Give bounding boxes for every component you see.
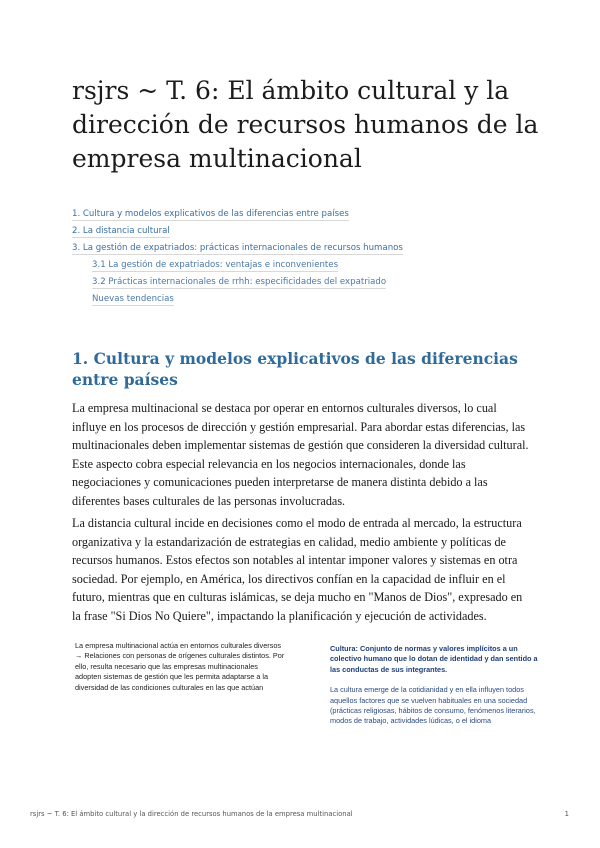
page-title: rsjrs ~ T. 6: El ámbito cultural y la dirección de recursos humanos de la empresa multinacional bbox=[72, 76, 539, 173]
note-image-right bbox=[330, 644, 540, 727]
toc-link-label: 3.2 Prácticas internacionales de rrhh: especificidades del expatriado bbox=[92, 277, 387, 287]
culture-explanation: La cultura emerge de la cotidianidad y en ella influyen todos aquellos factores que se vuelven habituales en una sociedad (prácticas religiosas, hábitos de consumo, fenómenos literarios, modos de trabajo, actividades lúdicas, o el idioma bbox=[330, 685, 536, 726]
toc-link-nuevas-tendencias[interactable] bbox=[72, 291, 542, 308]
note-left-text: La empresa multinacional actúa en entornos culturales diversos → Relaciones con personas de orígenes culturales distintos. Por ello, resulta necesario que las empresas multinacionales adopten sistemas de gestión que les permita adaptarse a la diversidad de las condiciones culturales en las que actúan bbox=[75, 641, 285, 692]
body-paragraph-2: La distancia cultural incide en decisiones como el modo de entrada al mercado, la estructura organizativa y la estandarización de estrategias en calidad, medio ambiente y políticas de recursos humanos. Estos efectos son notables al intentar imponer valores y sistemas en otra sociedad. Por ejemplo, en América, los directivos confían en la capacidad de influir en el futuro, mientras que en culturas islámicas, se deja mucho en "Manos de Dios", expresado en la frase "Si Dios No Quiere", impactando la planificación y ejecución de actividades. bbox=[72, 516, 523, 623]
toc-link-3-1[interactable] bbox=[72, 257, 542, 274]
toc-link-label: 3. La gestión de expatriados: prácticas internacionales de recursos humanos bbox=[72, 243, 403, 253]
toc-link-3-2[interactable] bbox=[72, 274, 542, 291]
table-of-contents bbox=[72, 206, 542, 308]
culture-definition: Cultura: Conjunto de normas y valores implícitos a un colectivo humano que lo dotan de identidad y dan sentido a las conductas de sus integrantes. bbox=[330, 644, 538, 674]
footer-title: rsjrs ~ T. 6: El ámbito cultural y la dirección de recursos humanos de la empresa multinacional bbox=[30, 810, 353, 818]
toc-link-label: Nuevas tendencias bbox=[92, 294, 174, 304]
toc-link-1[interactable] bbox=[72, 206, 542, 223]
body-paragraph-1: La empresa multinacional se destaca por operar en entornos culturales diversos, lo cual influye en los procesos de dirección y gestión empresarial. Para abordar estas diferencias, las multinacionales deben implementar sistemas de gestión que consideren la diversidad cultural. Este aspecto cobra especial relevancia en los negocios internacionales, donde las negociaciones y comunicaciones pueden interpretarse de manera distinta debido a las diferentes bases culturales de las personas involucradas. bbox=[72, 401, 529, 508]
note-image-left bbox=[75, 641, 285, 693]
toc-link-2[interactable] bbox=[72, 223, 542, 240]
page-footer bbox=[30, 810, 575, 824]
toc-link-label: 3.1 La gestión de expatriados: ventajas e inconvenientes bbox=[92, 260, 339, 270]
section-heading: 1. Cultura y modelos explicativos de las diferencias entre países bbox=[72, 349, 518, 389]
toc-link-label: 1. Cultura y modelos explicativos de las diferencias entre países bbox=[72, 209, 349, 219]
page-number: 1 bbox=[564, 810, 569, 818]
toc-link-3[interactable] bbox=[72, 240, 542, 257]
toc-link-label: 2. La distancia cultural bbox=[72, 226, 170, 236]
